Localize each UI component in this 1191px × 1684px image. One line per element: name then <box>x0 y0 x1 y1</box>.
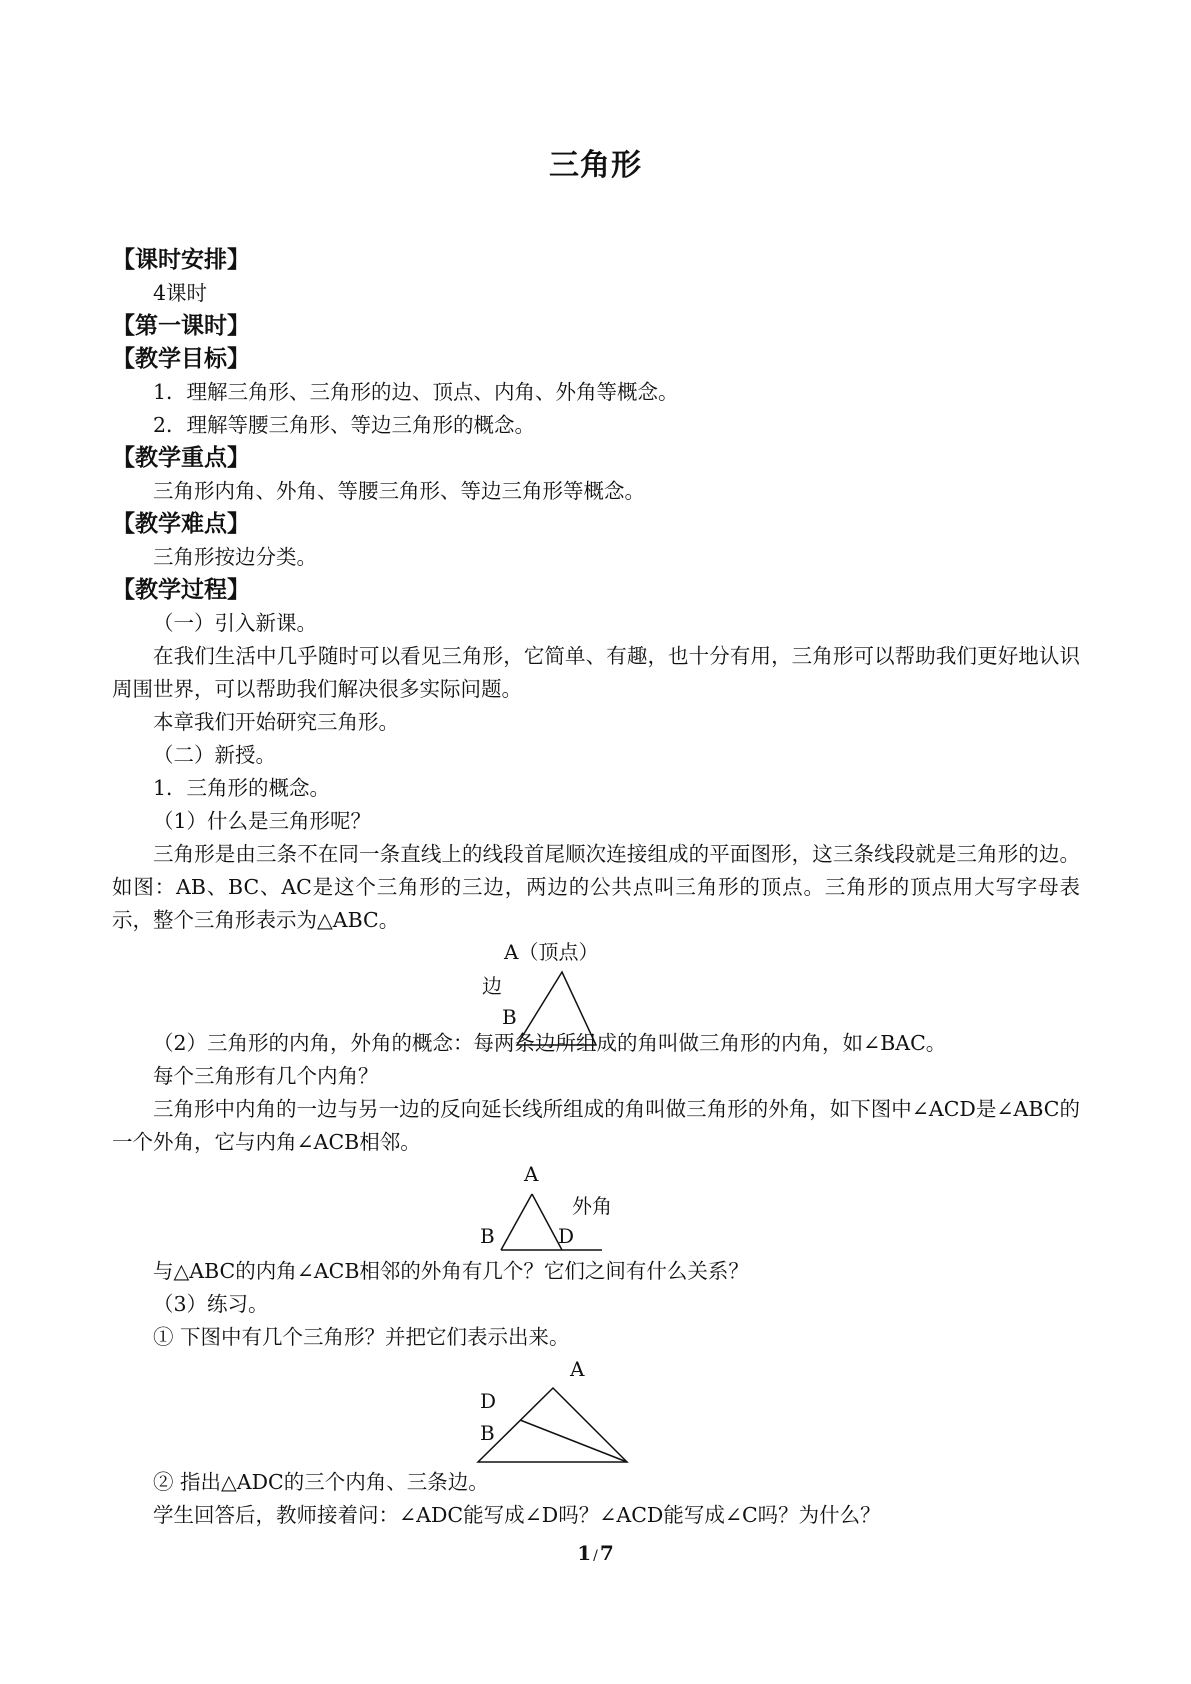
process-new-lesson: （二）新授。 <box>153 743 276 767</box>
document-body <box>112 244 1080 1532</box>
figure1-apex-label: A（顶点） <box>504 940 599 964</box>
figure3-d-label: D <box>480 1389 497 1413</box>
teacher-follow-up: 学生回答后，教师接着问：∠ADC能写成∠D吗？∠ACD能写成∠C吗？为什么？ <box>153 1503 881 1527</box>
process-paragraph-1: 在我们生活中几乎随时可以看见三角形，它简单、有趣，也十分有用，三角形可以帮助我们更好地认识周围世界，可以帮助我们解决很多实际问题。 <box>112 644 1080 701</box>
heading-lesson1: 【第一课时】 <box>112 313 250 339</box>
goal-2: 2．理解等腰三角形、等边三角形的概念。 <box>153 413 536 437</box>
process-question-2b: 每个三角形有几个内角？ <box>153 1064 379 1088</box>
total-pages: 7 <box>599 1541 614 1565</box>
process-definition: 三角形是由三条不在同一条直线上的线段首尾顺次连接组成的平面图形，这三条线段就是三角形的边。如图：AB、BC、AC是这个三角形的三边，两边的公共点叫三角形的顶点。三角形的顶点用大写字母表示，整个三角形表示为△ABC。 <box>112 842 1080 932</box>
heading-process: 【教学过程】 <box>112 577 250 603</box>
figure2-side-ab <box>501 1194 532 1250</box>
figure-exterior-angle-drawing <box>112 1159 1080 1255</box>
figure1-side-label: 边 <box>482 974 502 998</box>
heading-difficult-points: 【教学难点】 <box>112 511 250 537</box>
exercise-2: ② 指出△ADC的三个内角、三条边。 <box>153 1470 489 1494</box>
figure1-b-label: B <box>502 1005 517 1029</box>
figure-exercise-drawing <box>112 1354 1080 1466</box>
figure-exterior-angle <box>112 1159 1080 1255</box>
current-page: 1 <box>577 1541 592 1565</box>
page-title: 三角形 <box>549 148 642 183</box>
process-practice: （3）练习。 <box>153 1292 269 1316</box>
figure-exercise-triangles <box>112 1354 1080 1466</box>
process-question-1: （1）什么是三角形呢？ <box>153 809 372 833</box>
process-paragraph-2: 本章我们开始研究三角形。 <box>153 710 399 734</box>
process-question-3: 与△ABC的内角∠ACB相邻的外角有几个？它们之间有什么关系？ <box>153 1259 749 1283</box>
figure3-triangle <box>478 1388 627 1462</box>
process-intro: （一）引入新课。 <box>153 611 317 635</box>
process-exterior-angle: 三角形中内角的一边与另一边的反向延长线所组成的角叫做三角形的外角，如下图中∠ACD是∠ABC的一个外角，它与内角∠ACB相邻。 <box>112 1097 1080 1154</box>
heading-goals: 【教学目标】 <box>112 346 250 372</box>
page-number <box>0 1541 1191 1565</box>
goal-1: 1．理解三角形、三角形的边、顶点、内角、外角等概念。 <box>153 380 679 404</box>
difficult-points-text: 三角形按边分类。 <box>153 545 317 569</box>
process-concept: 1．三角形的概念。 <box>153 776 331 800</box>
figure2-d-label: D <box>558 1224 575 1248</box>
figure2-a-label: A <box>524 1162 539 1186</box>
figure2-side-ac <box>532 1194 562 1250</box>
process-question-2: （2）三角形的内角，外角的概念：每两条边所组成的角叫做三角形的内角，如∠BAC。 <box>153 1031 947 1055</box>
exercise-1: ① 下图中有几个三角形？并把它们表示出来。 <box>153 1325 570 1349</box>
figure2-exterior-label: 外角 <box>572 1194 612 1218</box>
figure3-a-label: A <box>570 1357 585 1381</box>
figure3-b-label: B <box>480 1421 495 1445</box>
figure2-b-label: B <box>480 1224 495 1248</box>
key-points-text: 三角形内角、外角、等腰三角形、等边三角形等概念。 <box>153 479 645 503</box>
page-separator: / <box>593 1548 598 1564</box>
heading-key-points: 【教学重点】 <box>112 445 250 471</box>
figure3-segment <box>520 1420 627 1462</box>
schedule-text: 4课时 <box>153 281 208 305</box>
heading-schedule: 【课时安排】 <box>112 247 250 273</box>
figure-triangle-vertex-drawing <box>112 937 1080 1027</box>
figure-triangle-vertex <box>112 937 1080 1027</box>
